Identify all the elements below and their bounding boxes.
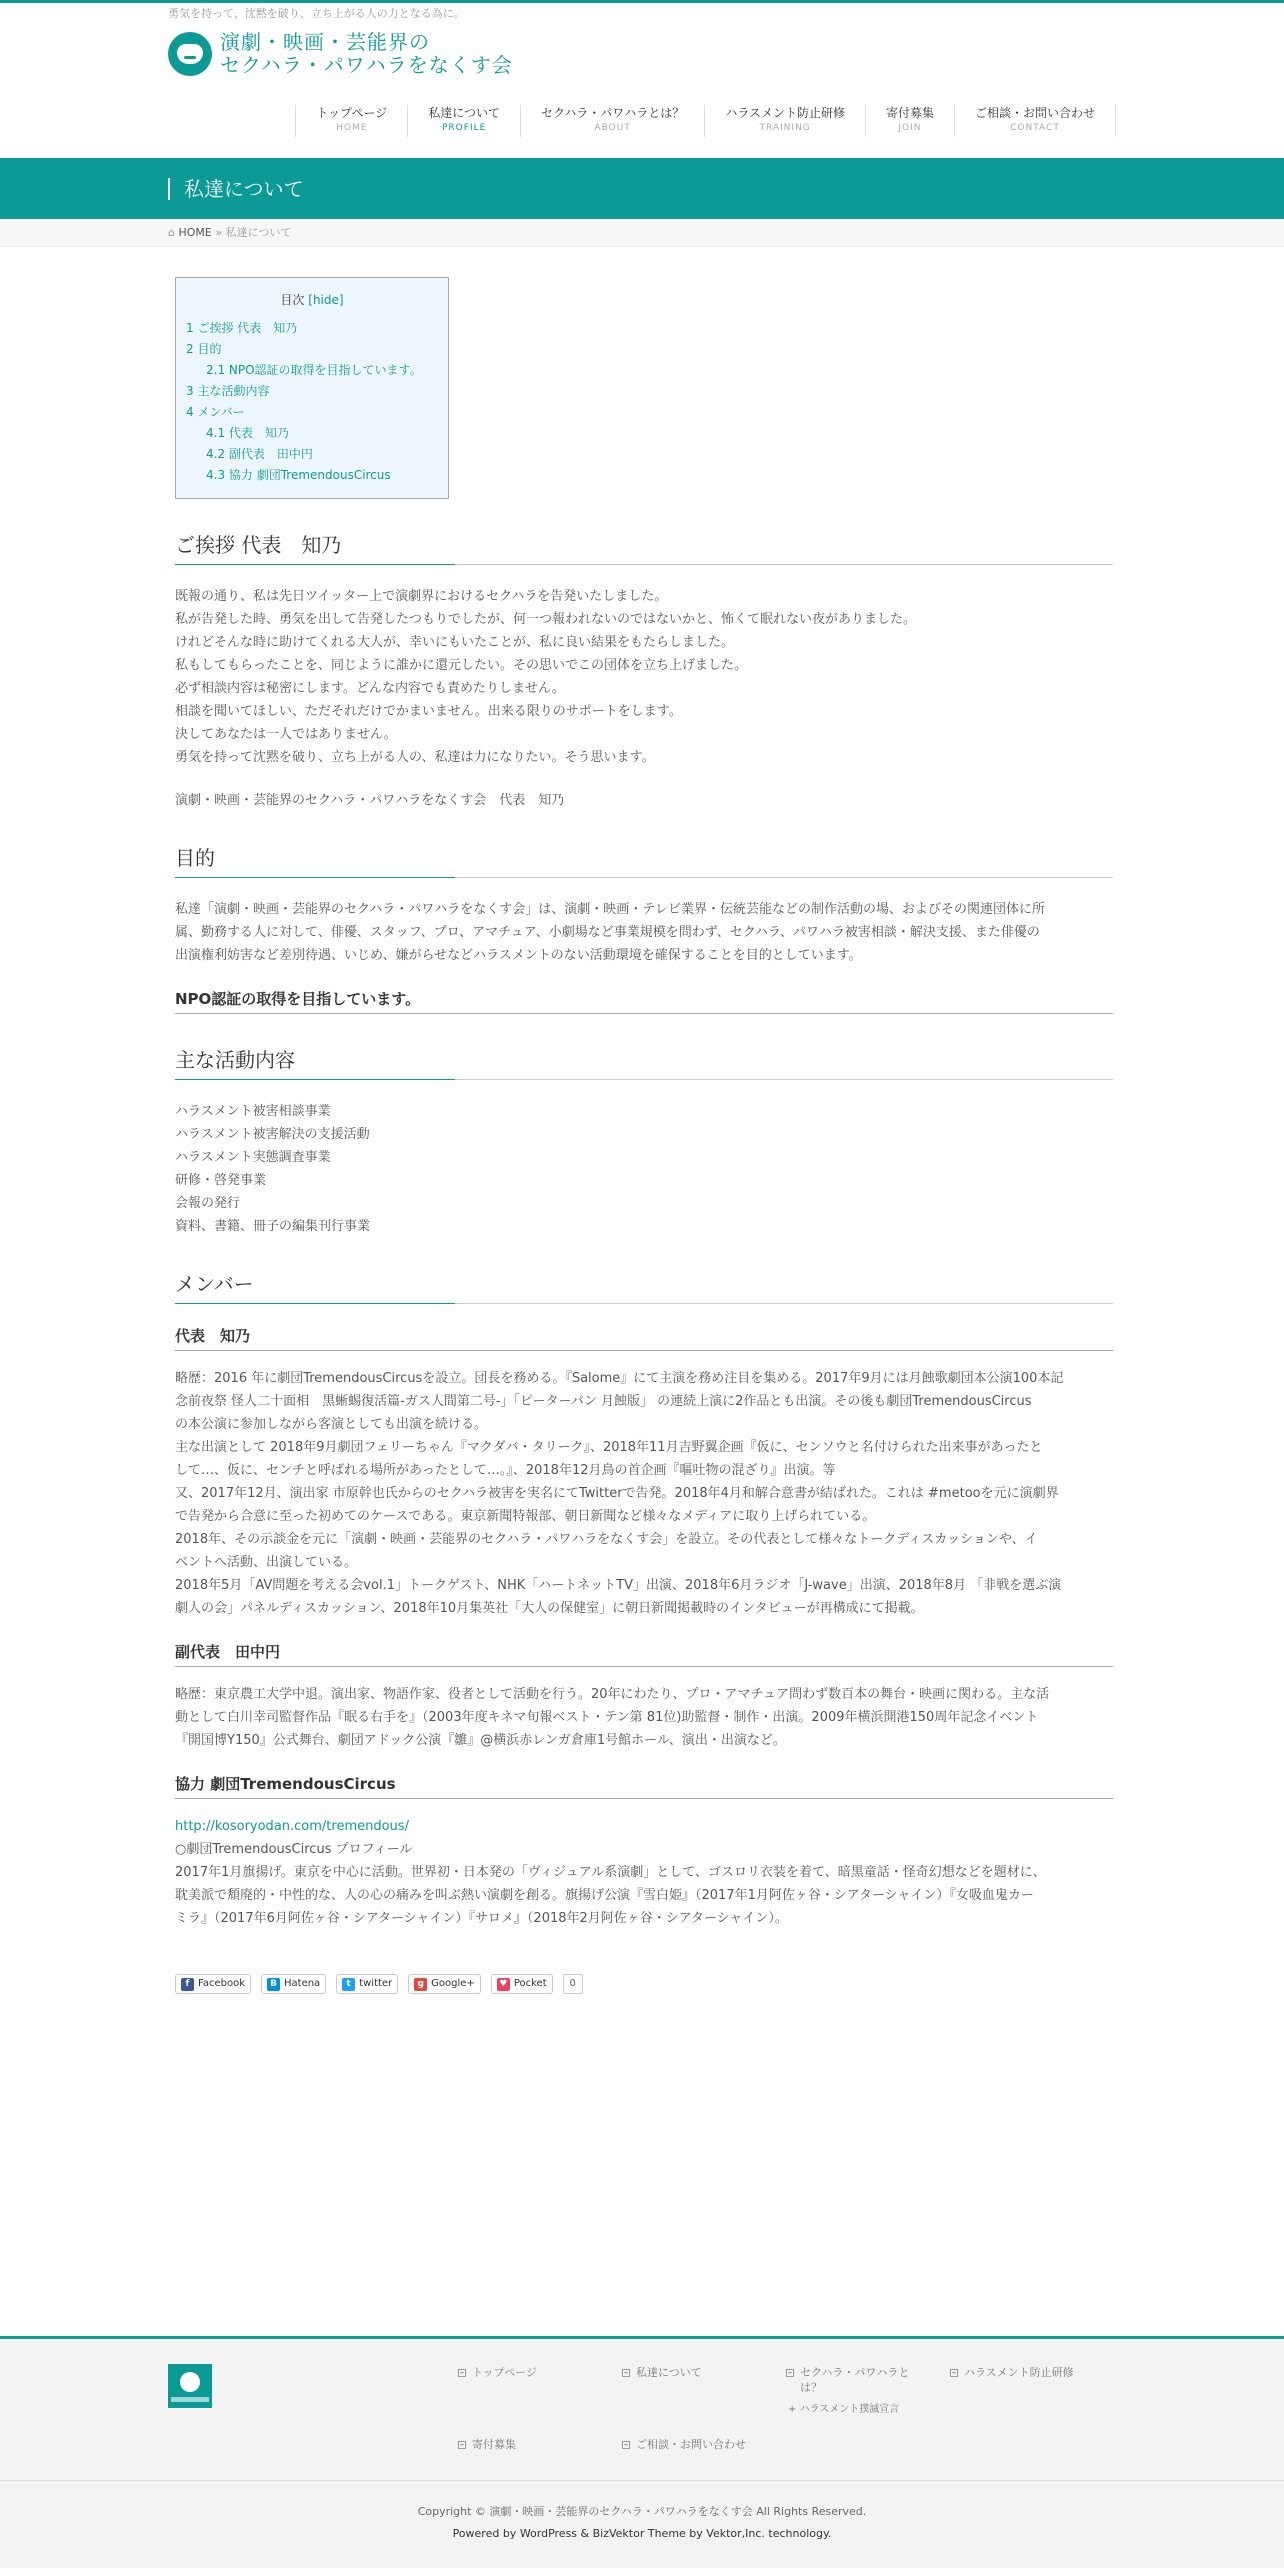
activity-item: 会報の発行 [175, 1196, 241, 1211]
activity-item: 研修・啓発事業 [175, 1173, 267, 1188]
copyright-area [0, 2480, 1284, 2568]
google-share-button[interactable]: g Google+ [408, 1974, 481, 1994]
greeting-line: 私もしてもらったことを、同じように誰かに還元したい。その思いでこの団体を立ち上げました。 [175, 658, 748, 673]
list-bullet-icon [458, 2441, 466, 2449]
toc-item[interactable]: 4.2 副代表 田中円 [206, 447, 313, 461]
logo-face-icon [168, 32, 212, 76]
pocket-icon: ♥ [497, 1978, 510, 1991]
rep-bio-line: の本公演に参加しながら客演としても出演を続ける。 [175, 1417, 488, 1432]
coop-profile-title: ○劇団TremendousCircus プロフィール [175, 1842, 413, 1857]
page-title-band [0, 158, 1284, 219]
breadcrumb-current: 私達について [225, 226, 292, 239]
coop-heading: 協力 劇団TremendousCircus [175, 1774, 1113, 1799]
rep-bio-line: 2018年5月「AV問題を考える会vol.1」トークゲスト、NHK「ハートネットTV」出演、2018年6月ラジオ「J-wave」出演、2018年8月 「非戦を選ぶ演 [175, 1578, 1062, 1593]
toc-title: 目次 [280, 293, 305, 307]
breadcrumb-separator: » [215, 226, 223, 239]
footer-sub-item[interactable]: + ハラスメント撲滅宣言 [788, 2404, 900, 2415]
copyright-text: Copyright © 演劇・映画・芸能界のセクハラ・パワハラをなくす会 All Rights Reserved. [417, 2505, 867, 2518]
facebook-share-button[interactable]: f Facebook [175, 1974, 251, 1994]
greeting-line: 決してあなたは一人ではありません。 [175, 727, 397, 742]
facebook-icon: f [181, 1978, 194, 1991]
greeting-line: 私が告発した時、勇気を出して告発したつもりでしたが、何一つ報われないのではないかと、怖くて眠れない夜がありました。 [175, 612, 917, 627]
rep-heading: 代表 知乃 [175, 1326, 1113, 1351]
activity-item: 資料、書籍、冊子の編集刊行事業 [175, 1219, 371, 1234]
list-bullet-icon [458, 2369, 466, 2377]
share-buttons [175, 1974, 1113, 1994]
site-footer [0, 2336, 1284, 2480]
members-heading: メンバー [175, 1270, 1113, 1304]
greeting-signature: 演劇・映画・芸能界のセクハラ・パワハラをなくす会 代表 知乃 [175, 793, 565, 808]
site-logo[interactable] [168, 25, 1116, 83]
logo-line-2: セクハラ・パワハラをなくす会 [220, 53, 513, 77]
toc-item[interactable]: 1 ご挨拶 代表 知乃 [186, 321, 298, 335]
nav-training[interactable]: ハラスメント防止研修 TRAINING [704, 105, 865, 137]
list-bullet-icon [786, 2369, 794, 2377]
purpose-heading: 目的 [175, 844, 1113, 878]
greeting-line: 相談を聞いてほしい、ただそれだけでかまいません。出来る限りのサポートをします。 [175, 704, 682, 719]
global-nav [168, 105, 1116, 141]
toc-item[interactable]: 4.1 代表 知乃 [206, 426, 289, 440]
greeting-line: 勇気を持って沈黙を破り、立ち上がる人の、私達は力になりたい。そう思います。 [175, 750, 655, 765]
table-of-contents [175, 277, 449, 499]
greeting-line: 必ず相談内容は秘密にします。どんな内容でも責めたりしません。 [175, 681, 565, 696]
toc-item[interactable]: 4.3 協力 劇団TremendousCircus [206, 468, 391, 482]
toc-hide-toggle[interactable]: [hide] [308, 293, 344, 307]
coop-profile-line: ミラ』（2017年6月阿佐ヶ谷・シアターシャイン）『サロメ』（2018年2月阿佐ヶ谷・シアターシャイン）。 [175, 1911, 788, 1926]
pocket-count: 0 [563, 1974, 583, 1994]
rep-bio-line: 2018年、その示談金を元に「演劇・映画・芸能界のセクハラ・パワハラをなくす会」を設立。その代表として様々なトークディスカッションや、イ [175, 1532, 1038, 1547]
coop-url-link[interactable]: http://kosoryodan.com/tremendous/ [175, 1819, 409, 1834]
rep-bio-line: ベントへ活動、出演している。 [175, 1555, 358, 1570]
plus-icon: + [788, 2404, 800, 2415]
toc-item[interactable]: 4 メンバー [186, 405, 245, 419]
site-header [0, 3, 1284, 141]
site-tagline: 勇気を持って、沈黙を破り、立ち上がる人の力となる為に。 [168, 7, 465, 20]
list-bullet-icon [950, 2369, 958, 2377]
purpose-text: 属、勤務する人に対して、俳優、スタッフ、プロ、アマチュア、小劇場など事業規模を問わず、セクハラ、パワハラ被害相談・解決支援、また俳優の [175, 925, 1040, 940]
footer-nav-contact[interactable]: ご相談・お問い合わせ [622, 2437, 746, 2452]
greeting-line: 既報の通り、私は先日ツイッター上で演劇界におけるセクハラを告発いたしました。 [175, 589, 668, 604]
nav-home[interactable]: トップページ HOME [295, 105, 407, 137]
google-plus-icon: g [414, 1978, 427, 1991]
page-title: 私達について [168, 178, 1116, 200]
breadcrumb [168, 219, 1116, 247]
breadcrumb-bar [0, 219, 1284, 247]
rep-bio-line: 主な出演として 2018年9月劇団フェリーちゃん『マクダバ・タリーク』、2018年11月吉野翼企画『仮に、センソウと名付けられた出来事があったと [175, 1440, 1043, 1455]
vice-heading: 副代表 田中円 [175, 1642, 1113, 1667]
main-content [171, 247, 1113, 1994]
footer-nav-profile[interactable]: 私達について [622, 2365, 702, 2380]
greeting-line: けれどそんな時に助けてくれる大人が、幸いにもいたことが、私に良い結果をもたらしました。 [175, 635, 735, 650]
greeting-heading: ご挨拶 代表 知乃 [175, 531, 1113, 565]
hatena-icon: B [267, 1978, 280, 1991]
activity-item: ハラスメント実態調査事業 [175, 1150, 331, 1165]
activities-heading: 主な活動内容 [175, 1046, 1113, 1080]
nav-about[interactable]: セクハラ・パワハラとは？ ABOUT [520, 105, 704, 137]
rep-bio-line: 又、2017年12月、演出家 市原幹也氏からのセクハラ被害を実名にてTwitterで告発。2018年4月和解合意書が結ばれた。これは #metooを元に演劇界 [175, 1486, 1059, 1501]
footer-nav-training[interactable]: ハラスメント防止研修 [950, 2365, 1074, 2380]
vice-bio-line: 『開国博Y150』公式舞台、劇団アドック公演『雛』@横浜赤レンガ倉庫1号館ホール、演出・出演など。 [175, 1733, 786, 1748]
purpose-text: 私達「演劇・映画・芸能界のセクハラ・パワハラをなくす会」は、演劇・映画・テレビ業界・伝統芸能などの制作活動の場、およびその関連団体に所 [175, 902, 1045, 917]
activity-item: ハラスメント被害相談事業 [175, 1104, 331, 1119]
logo-line-1: 演劇・映画・芸能界の [220, 30, 430, 54]
rep-bio-line: で告発から合意に至った初めてのケースである。東京新聞特報部、朝日新聞など様々なメディアに取り上げられている。 [175, 1509, 876, 1524]
footer-logo[interactable] [168, 2364, 212, 2408]
breadcrumb-home[interactable]: HOME [178, 226, 212, 239]
hatena-share-button[interactable]: B Hatena [261, 1974, 326, 1994]
pocket-share-button[interactable]: ♥ Pocket [491, 1974, 553, 1994]
vice-bio-line: 動として白川幸司監督作品『眠る右手を』（2003年度キネマ旬報ベスト・テン第 81位)助監督・制作・出演。2009年横浜開港150周年記念イベント [175, 1710, 1039, 1725]
toc-item[interactable]: 2 目的 [186, 342, 222, 356]
footer-nav-home[interactable]: トップページ [458, 2365, 537, 2380]
rep-bio-line: 略歴：2016 年に劇団TremendousCircusを設立。団長を務める。『Salome』にて主演を務め注目を集める。2017年9月には月蝕歌劇団本公演100本記 [175, 1371, 1064, 1386]
purpose-text: 出演権利妨害など差別待遇、いじめ、嫌がらせなどハラスメントのない活動環境を確保することを目的としています。 [175, 948, 862, 963]
list-bullet-icon [622, 2441, 630, 2449]
coop-profile-line: 耽美派で頽廃的・中性的な、人の心の痛みを叫ぶ熱い演劇を創る。旗揚げ公演『雪白姫』（2017年1月阿佐ヶ谷・シアターシャイン）『女吸血鬼カー [175, 1888, 1034, 1903]
nav-join[interactable]: 寄付募集 JOIN [865, 105, 954, 137]
vice-bio-line: 略歴：東京農工大学中退。演出家、物語作家、役者として活動を行う。20年にわたり、プロ・アマチュア問わず数百本の舞台・映画に関わる。主な活 [175, 1687, 1050, 1702]
activity-item: ハラスメント被害解決の支援活動 [175, 1127, 370, 1142]
powered-by-text: Powered by WordPress & BizVektor Theme by Vektor,Inc. technology. [452, 2527, 832, 2540]
nav-contact[interactable]: ご相談・お問い合わせ CONTACT [954, 105, 1116, 137]
footer-nav-join[interactable]: 寄付募集 [458, 2437, 516, 2452]
toc-item[interactable]: 3 主な活動内容 [186, 384, 270, 398]
twitter-share-button[interactable]: t twitter [336, 1974, 398, 1994]
toc-item[interactable]: 2.1 NPO認証の取得を目指しています。 [206, 363, 422, 377]
footer-nav-about[interactable]: セクハラ・パワハラとは？ [786, 2365, 928, 2395]
rep-bio-line: して…、仮に、センチと呼ばれる場所があったとして…。』、2018年12月鳥の首企画『嘔吐物の混ざり』出演。等 [175, 1463, 836, 1478]
rep-bio-line: 念前夜祭 怪人二十面相 黒蜥蜴復活篇-ガス人間第二号-」「ピーターパン 月蝕版」 の連続上演に2作品とも出演。その後も劇団TremendousCircus [175, 1394, 1032, 1409]
twitter-icon: t [342, 1978, 355, 1991]
npo-heading: NPO認証の取得を目指しています。 [175, 989, 1113, 1014]
coop-profile-line: 2017年1月旗揚げ。東京を中心に活動。世界初・日本発の「ヴィジュアル系演劇」として、ゴスロリ衣装を着て、暗黒童話・怪奇幻想などを題材に、 [175, 1865, 1046, 1880]
nav-profile[interactable]: 私達について PROFILE [407, 105, 520, 137]
rep-bio-line: 劇人の会」パネルディスカッション、2018年10月集英社「大人の保健室」に朝日新聞掲載時のインタビューが再構成にて掲載。 [175, 1601, 924, 1616]
home-icon: ⌂ [168, 226, 175, 239]
list-bullet-icon [622, 2369, 630, 2377]
